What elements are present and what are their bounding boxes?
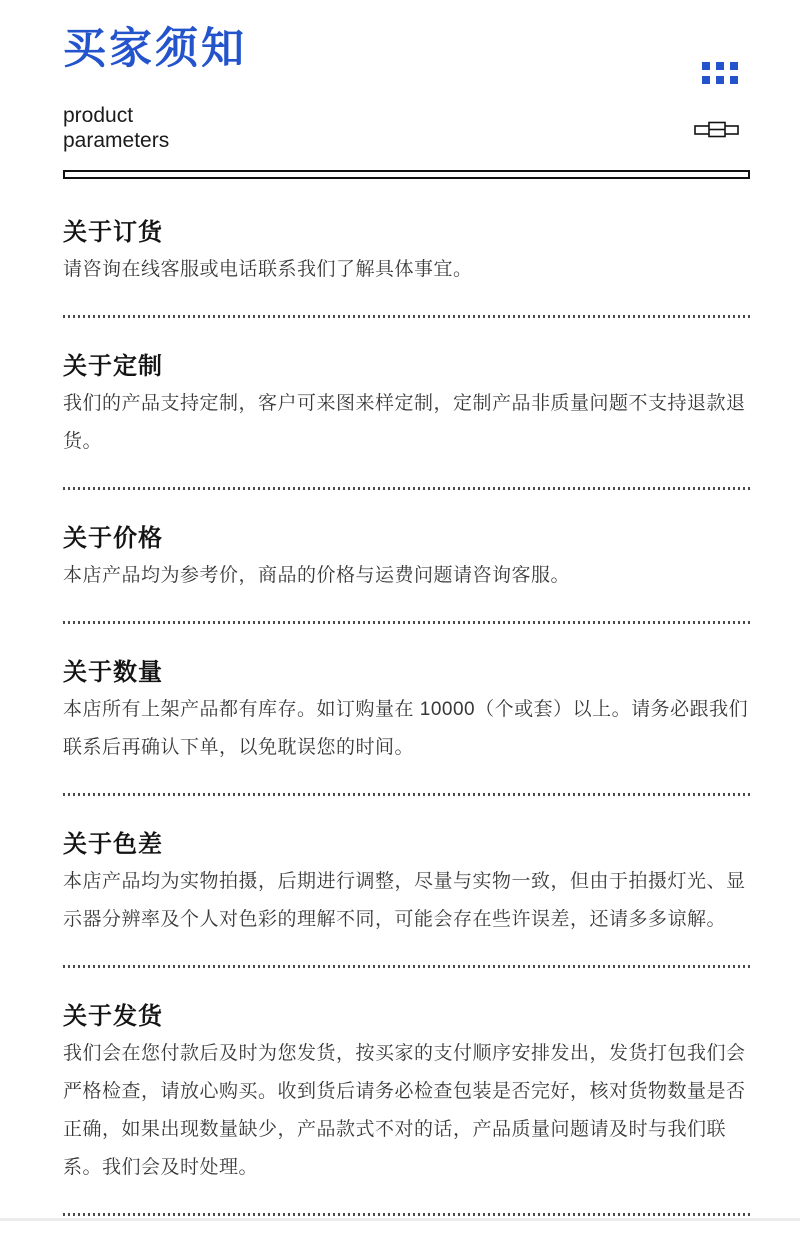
grid-dot	[716, 62, 724, 70]
section-heading: 关于定制	[63, 353, 163, 380]
dotted-divider	[63, 965, 750, 968]
section-about-color-difference	[63, 829, 750, 968]
section-heading: 关于数量	[63, 659, 163, 686]
grid-dot	[730, 62, 738, 70]
section-about-customization	[63, 351, 750, 490]
dotted-divider	[63, 621, 750, 624]
grid-dot	[716, 76, 724, 84]
section-body: 我们会在您付款后及时为您发货，按买家的支付顺序安排发出，发货打包我们会严格检查，请放心购买。收到货后请务必检查包装是否完好，核对货物数量是否正确，如果出现数量缺少，产品款式不对的话，产品质量问题请及时与我们联系。我们会及时处理。	[63, 1043, 746, 1178]
section-about-shipping	[63, 1001, 750, 1216]
section-body: 本店产品均为实物拍摄，后期进行调整，尽量与实物一致，但由于拍摄灯光、显示器分辨率及个人对色彩的理解不同，可能会存在些许误差，还请多多谅解。	[63, 871, 746, 930]
section-heading: 关于订货	[63, 219, 163, 246]
section-about-ordering	[63, 217, 750, 318]
section-heading: 关于发货	[63, 1003, 163, 1030]
section-body: 本店产品均为参考价，商品的价格与运费问题请咨询客服。	[63, 565, 571, 586]
grid-dot	[702, 62, 710, 70]
grid-dot	[702, 76, 710, 84]
section-heading: 关于价格	[63, 525, 163, 552]
dotted-divider	[63, 315, 750, 318]
section-about-pricing	[63, 523, 750, 624]
section-about-quantity	[63, 657, 750, 796]
dotted-divider	[63, 1213, 750, 1216]
dotted-divider	[63, 793, 750, 796]
subtitle	[63, 103, 750, 153]
dotted-divider	[63, 487, 750, 490]
section-body: 本店所有上架产品都有库存。如订购量在 10000（个或套）以上。请务必跟我们联系后再确认下单，以免耽误您的时间。	[63, 699, 749, 758]
subtitle-line-2: parameters	[63, 129, 170, 152]
section-body: 我们的产品支持定制，客户可来图来样定制，定制产品非质量问题不支持退款退货。	[63, 393, 746, 452]
connector-boxes-icon	[694, 121, 740, 143]
page-title: 买家须知	[63, 25, 247, 73]
grid-dot	[730, 76, 738, 84]
section-body: 请咨询在线客服或电话联系我们了解具体事宜。	[63, 259, 473, 280]
header-rule-bar	[63, 170, 750, 179]
section-heading: 关于色差	[63, 831, 163, 858]
bottom-divider-line	[0, 1218, 800, 1221]
blue-dots-grid-icon	[702, 62, 738, 84]
subtitle-line-1: product	[63, 104, 134, 127]
